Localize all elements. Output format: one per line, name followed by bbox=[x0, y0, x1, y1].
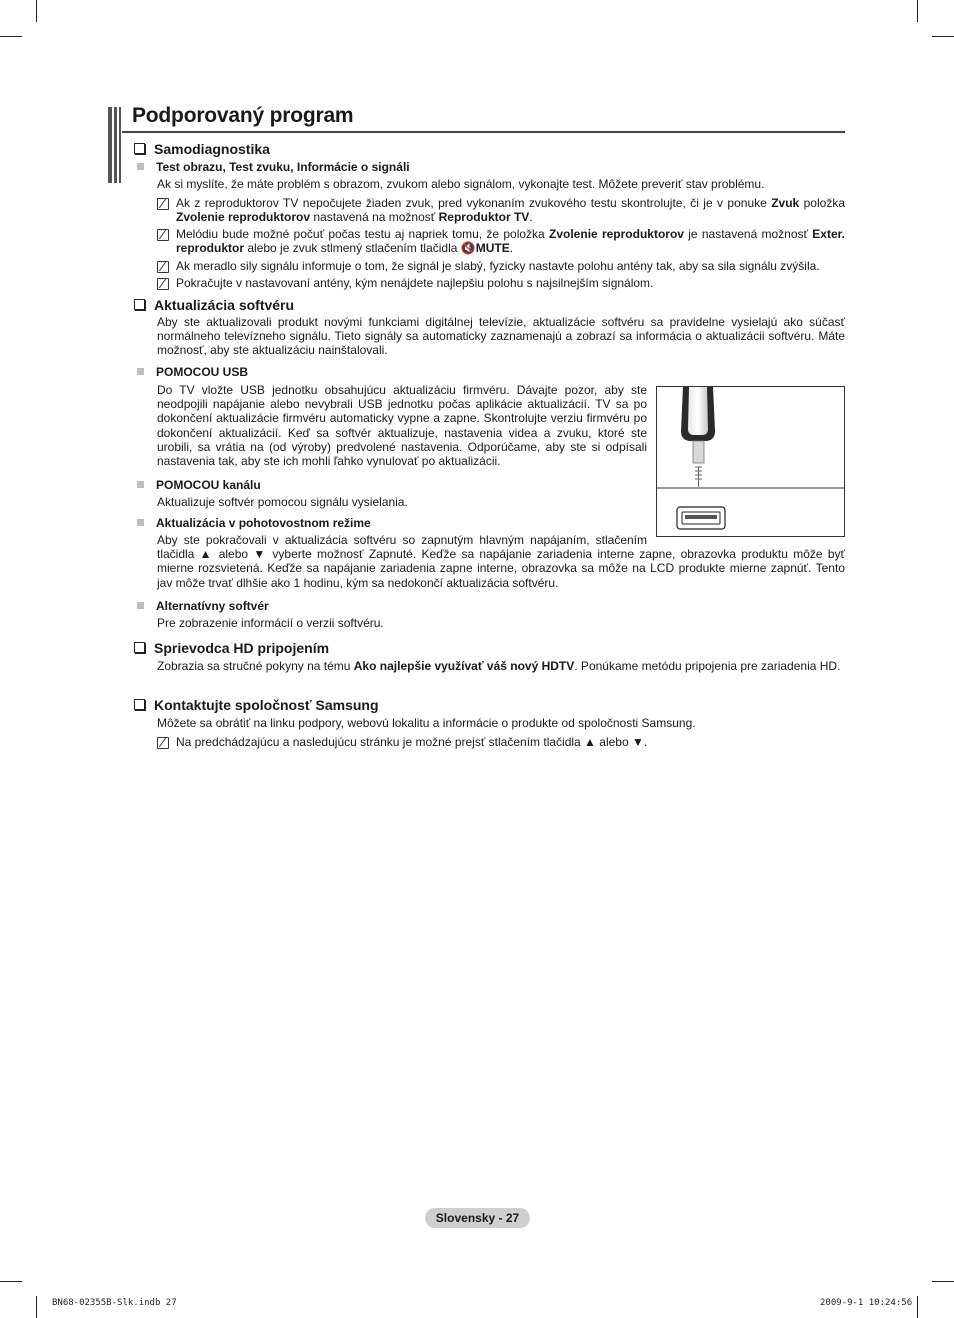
subheading-alternativny: Alternatívny softvér bbox=[137, 599, 269, 613]
note-icon bbox=[157, 737, 169, 749]
note-antenna: Pokračujte v nastavovaní antény, kým nenájdete najlepšiu polohu s najsilnejším signálom. bbox=[157, 276, 845, 290]
crop-mark bbox=[917, 0, 918, 22]
square-bullet-icon bbox=[137, 163, 144, 170]
note-icon bbox=[157, 278, 169, 290]
crop-mark bbox=[0, 1281, 22, 1282]
note-melody: Melódiu bude možné počuť počas testu aj napriek tomu, že položka Zvolenie reproduktorov je nastavená možnosť Exter. reproduktor alebo je zvuk stlmený stlačením tlačidla 🔇MUTE. bbox=[157, 227, 845, 255]
note-icon bbox=[157, 198, 169, 210]
note-icon bbox=[157, 229, 169, 241]
file-slug: BN68-02355B-Slk.indb 27 bbox=[52, 1298, 177, 1308]
title-rule bbox=[122, 131, 845, 133]
paragraph-update-intro: Aby ste aktualizovali produkt novými funkciami digitálnej televízie, aktualizácie softvéru sa pravidelne vysielajú ako súčasť normálneho televízneho signálu. Tieto signály sa automaticky zaznamenajú a zobrazí sa informácia o aktualizácii softvéru. Máte možnosť, aby ste aktualizáciu nainštalovali. bbox=[157, 315, 845, 358]
square-bullet-icon bbox=[137, 602, 144, 609]
crop-mark bbox=[0, 36, 22, 37]
checkbox-bullet-icon bbox=[134, 299, 145, 310]
paragraph-hd: Zobrazia sa stručné pokyny na tému Ako najlepšie využívať váš nový HDTV. Ponúkame metódu pripojenia pre zariadenia HD. bbox=[157, 659, 841, 673]
paragraph-kanal: Aktualizuje softvér pomocou signálu vysielania. bbox=[157, 495, 408, 509]
paragraph-alternativny: Pre zobrazenie informácií o verzii softvéru. bbox=[157, 616, 384, 630]
paragraph-selftest: Ak si myslíte, že máte problém s obrazom, zvukom alebo signálom, vykonajte test. Môžete preveriť stav problému. bbox=[157, 177, 765, 191]
section-heading-samsung: Kontaktujte spoločnosť Samsung bbox=[134, 697, 379, 713]
paragraph-pohotovost: Aby ste pokračovali v aktualizácia softvéru so zapnutým hlavným napájaním, stlačením tlačidla ▲ alebo ▼ vyberte možnosť Zapnuté. Keďže sa napájanie zariadenia interne zapne, obrazovka produktu môže byť mierne rozsvietená. Keďže sa napájanie zariadenia zapne interne, obrazovka sa môže na LCD produkte mierne zapnúť. Tento jav môže trvať dlhšie ako 1 hodinu, kým sa nedokončí aktualizácia softvéru. bbox=[157, 533, 845, 590]
crop-mark bbox=[917, 1296, 918, 1318]
checkbox-bullet-icon bbox=[134, 143, 145, 154]
note-speakers: Ak z reproduktorov TV nepočujete žiaden zvuk, pred vykonaním zvukového testu skontrolujte, či je v ponuke Zvuk položka Zvolenie reproduktorov nastavená na možnosť Reproduktor TV. bbox=[157, 196, 845, 224]
usb-figure bbox=[656, 386, 845, 537]
crop-mark bbox=[36, 1296, 37, 1318]
note-navigation: Na predchádzajúcu a nasledujúcu stránku je možné prejsť stlačením tlačidla ▲ alebo ▼. bbox=[157, 735, 845, 749]
square-bullet-icon bbox=[137, 368, 144, 375]
checkbox-bullet-icon bbox=[134, 642, 145, 653]
section-heading-aktualizacia: Aktualizácia softvéru bbox=[134, 297, 294, 313]
subheading-pohotovost: Aktualizácia v pohotovostnom režime bbox=[137, 516, 371, 530]
square-bullet-icon bbox=[137, 481, 144, 488]
date-slug: 2009-9-1 10:24:56 bbox=[820, 1298, 913, 1308]
crop-mark bbox=[932, 36, 954, 37]
subheading-kanal: POMOCOU kanálu bbox=[137, 478, 261, 492]
square-bullet-icon bbox=[137, 519, 144, 526]
page-number-text: Slovensky - 27 bbox=[435, 1211, 520, 1225]
page-title: Podporovaný program bbox=[132, 104, 354, 127]
mute-speaker-icon: 🔇 bbox=[460, 241, 476, 256]
paragraph-samsung: Môžete sa obrátiť na linku podpory, webovú lokalitu a informácie o produkte od spoločnosti Samsung. bbox=[157, 716, 696, 730]
checkbox-bullet-icon bbox=[134, 699, 145, 710]
crop-mark bbox=[932, 1281, 954, 1282]
section-heading-hd: Sprievodca HD pripojením bbox=[134, 640, 329, 656]
note-signal-strength: Ak meradlo sily signálu informuje o tom, že signál je slabý, fyzicky nastavte polohu antény tak, aby sa sila signálu zvýšila. bbox=[157, 259, 845, 273]
section-heading-samodiagnostika: Samodiagnostika bbox=[134, 141, 270, 157]
usb-stick-illustration bbox=[657, 387, 844, 536]
subheading-usb: POMOCOU USB bbox=[137, 365, 248, 379]
crop-mark bbox=[36, 0, 37, 22]
paragraph-usb: Do TV vložte USB jednotku obsahujúcu aktualizáciu firmvéru. Dávajte pozor, aby ste neodpojili napájanie alebo nevybrali USB jednotku počas aplikácie aktualizácií. TV sa po dokončení aktualizácie firmvéru automaticky vypne a zapne. Skontrolujte verziu firmvéru po dokončení aktualizácií. Keď sa softvér aktualizuje, nastavenia videa a zvuku, ktoré ste urobili, sa vrátia na (od výroby) predvolené nastavenia. Odporúčame, aby ste si odpísali nastavenia tak, aby ste ich mohli ľahko vynulovať po aktualizácii. bbox=[157, 383, 647, 469]
note-icon bbox=[157, 261, 169, 273]
subheading-tests: Test obrazu, Test zvuku, Informácie o signáli bbox=[137, 160, 410, 174]
